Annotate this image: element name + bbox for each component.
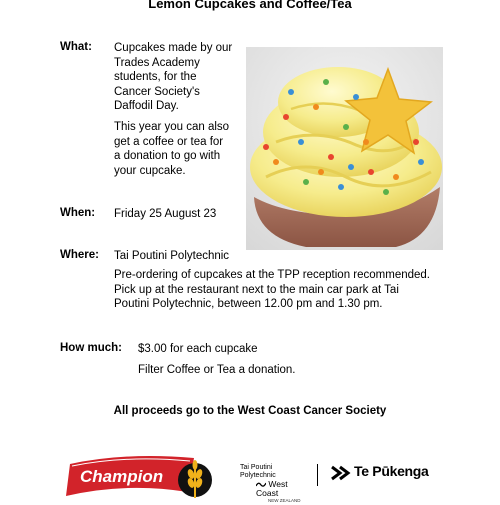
what-line: Cancer Society's [114,85,200,98]
what-extra [114,120,249,178]
tp-region [240,480,310,498]
tp-name: Tai Poutini Polytechnic [240,464,276,479]
proceeds-statement: All proceeds go to the West Coast Cancer Society [113,405,387,417]
champion-wordmark: Champion [80,467,164,486]
price-text: $3.00 for each cupcake [138,343,258,355]
what-line: Daffodil Day. [114,100,179,112]
cupcake-photo [246,47,443,250]
where-note [114,268,454,312]
what-line: a donation to go with [114,150,221,162]
how-much-label: How much: [60,342,122,354]
what-label: What: [60,41,92,53]
wheat-icon [178,454,212,500]
te-pukenga-icon [330,463,354,485]
what-line: This year you can also [114,121,230,133]
where-label: Where: [60,249,99,261]
te-pukenga-wordmark: Te Pūkenga [354,463,429,479]
donation-text: Filter Coffee or Tea a donation. [138,364,296,376]
where-note-line: Pick up at the restaurant next to the main car park at Tai [114,283,399,296]
where-value: Tai Poutini Polytechnic [114,250,230,262]
tp-region-text: West Coast [256,479,288,498]
what-line: get a coffee or tea for [114,135,224,148]
when-value: Friday 25 August 23 [114,208,217,220]
what-line: Trades Academy [114,56,200,69]
what-line: Cupcakes made by our [114,42,233,54]
page-title: Lemon Cupcakes and Coffee/Tea [148,0,352,11]
what-line: your cupcake. [114,164,186,177]
tai-poutini-logo [240,464,310,503]
what-line: students, for the [114,71,197,83]
what-description [114,41,244,114]
when-label: When: [60,207,96,219]
where-note-line: Pre-ordering of cupcakes at the TPP reception recommended. [114,269,430,281]
champion-logo [66,452,196,500]
tp-tagline: NEW ZEALAND [268,498,301,503]
where-note-line: Poutini Polytechnic, between 12.00 pm and 1.30 pm. [114,298,383,310]
logo-divider [317,464,318,486]
